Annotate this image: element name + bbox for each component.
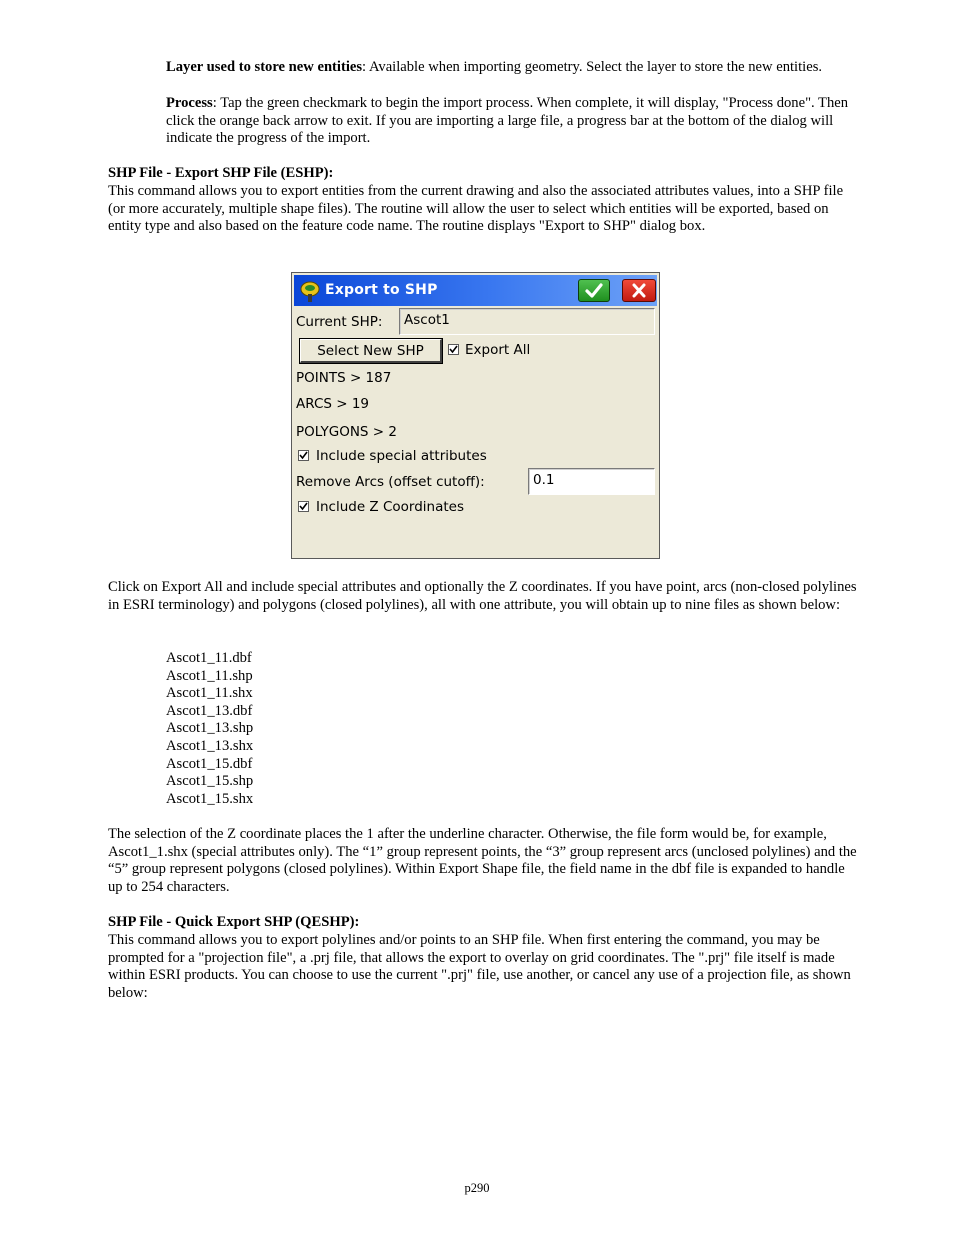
section-heading-eshp: SHP File - Export SHP File (ESHP): [108, 165, 334, 181]
z-coordinates-label: Include Z Coordinates [316, 499, 465, 515]
arcs-count: ARCS > 19 [296, 396, 370, 412]
layer-term: Layer used to store new entities [166, 59, 363, 75]
current-shp-label: Current SHP: [296, 314, 383, 330]
close-icon [623, 280, 655, 301]
dialog-title: Export to SHP [325, 282, 438, 298]
layer-desc: : Available when importing geometry. Select the layer to store the new entities. [362, 59, 823, 75]
select-new-shp-button[interactable]: Select New SHP [300, 339, 442, 363]
process-desc: : Tap the green checkmark to begin the import process. When complete, it will display, "Process done". Then click the orange back arrow to exit. If you are importing a large file, a progress bar at the bottom of the dialog will indicate the progress of the import. [166, 95, 849, 147]
special-attributes-label: Include special attributes [316, 448, 487, 464]
file-item: Ascot1_13.shx [166, 737, 254, 754]
process-term: Process [166, 95, 213, 111]
z-coordinate-paragraph: The selection of the Z coordinate places the 1 after the underline character. Otherwise, the file form would be, for example, Ascot1_1.shx (special attributes only). The “1” group represent points, the “3” group represent arcs (unclosed polylines) and the “5” group represent polygons (closed polylines). Within Export Shape file, the field name in the dbf file is expanded to handle up to 254 characters. [108, 826, 857, 895]
file-item: Ascot1_11.dbf [166, 650, 252, 666]
file-item: Ascot1_13.dbf [166, 702, 253, 719]
dialog-title-bar [294, 275, 657, 306]
ok-button[interactable] [578, 279, 610, 302]
checkmark-icon [579, 280, 609, 301]
export-all-paragraph: Click on Export All and include special attributes and optionally the Z coordinates. If you have point, arcs (non-closed polylines in ESRI terminology) and polygons (closed polylines), all with one attribute, you will obtain up to nine files as shown below: [108, 579, 857, 613]
export-all-checkbox[interactable] [448, 344, 459, 355]
file-item: Ascot1_13.shp [166, 720, 254, 737]
process-paragraph [166, 95, 856, 148]
file-item: Ascot1_11.shp [166, 667, 253, 684]
section-heading-qeshp: SHP File - Quick Export SHP (QESHP): [108, 914, 360, 930]
file-item: Ascot1_11.shx [166, 685, 253, 702]
check-icon [449, 345, 458, 354]
check-icon [299, 451, 308, 460]
export-to-shp-dialog [291, 272, 660, 559]
z-coordinates-checkbox[interactable] [298, 501, 309, 512]
file-item: Ascot1_15.shx [166, 790, 254, 807]
app-logo-icon [298, 278, 324, 304]
file-item: Ascot1_15.dbf [166, 755, 253, 772]
file-item: Ascot1_15.shp [166, 773, 254, 790]
special-attributes-checkbox[interactable] [298, 450, 309, 461]
export-all-label: Export All [465, 342, 531, 358]
check-icon [299, 502, 308, 511]
cancel-button[interactable] [622, 279, 656, 302]
remove-arcs-input[interactable]: 0.1 [528, 468, 655, 495]
current-shp-field: Ascot1 [399, 308, 655, 335]
remove-arcs-label: Remove Arcs (offset cutoff): [296, 474, 485, 490]
points-count: POINTS > 187 [296, 370, 392, 386]
section-body-qeshp: This command allows you to export polylines and/or points to an SHP file. When first entering the command, you may be prompted for a "projection file", a .prj file, that allows the export to overlay on grid coordinates. The ".prj" file itself is made within ESRI products. You can choose to use the current ".prj" file, use another, or cancel any use of a projection file, as shown below: [108, 932, 851, 1001]
file-list [166, 650, 253, 808]
polygons-count: POLYGONS > 2 [296, 424, 397, 440]
section-body-eshp: This command allows you to export entities from the current drawing and also the associated attributes values, into a SHP file (or more accurately, multiple shape files). The routine will allow the user to select which entities will be exported, based on entity type and also based on the feature code name. The routine displays "Export to SHP" dialog box. [108, 183, 844, 235]
layer-paragraph [166, 59, 856, 77]
page-number: p290 [464, 1181, 490, 1195]
